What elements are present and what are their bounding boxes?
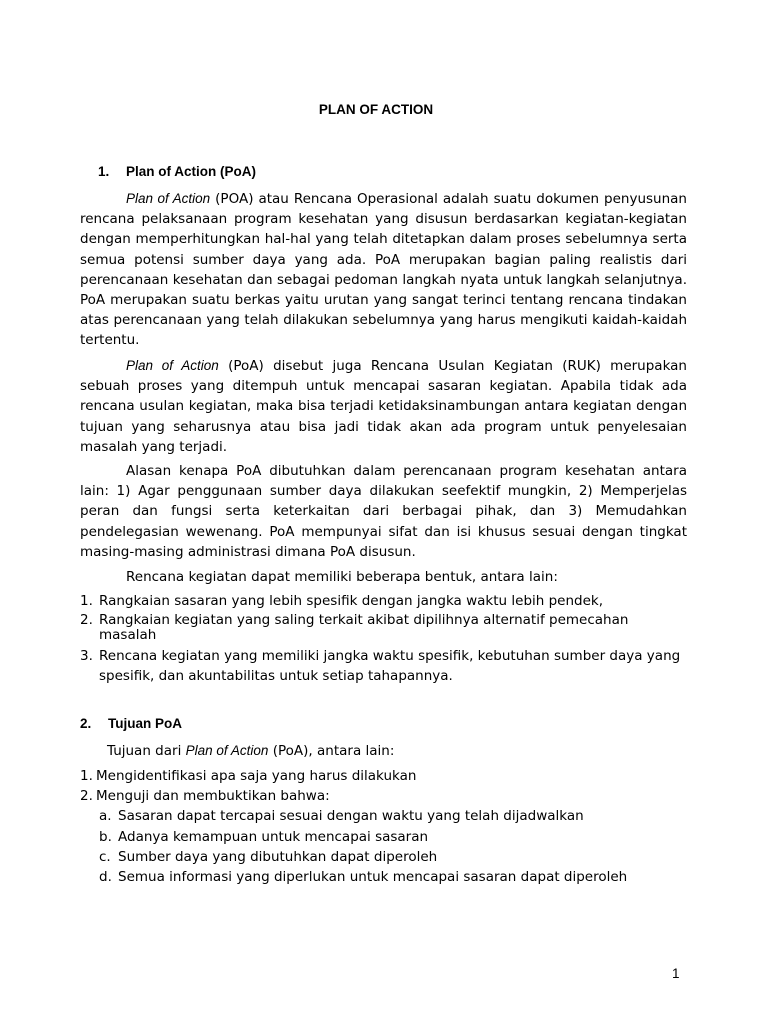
list-text: Rencana kegiatan yang memiliki jangka waktu spesifik, kebutuhan sumber daya yang spesifik, dan akuntabilitas untuk setiap tahapannya. xyxy=(99,648,681,685)
paragraph-text: (POA) atau Rencana Operasional adalah suatu dokumen penyusunan rencana pelaksanaan program kesehatan yang disusun berdasarkan kegiatan-kegiatan dengan memperhitungkan hal-hal yang telah ditetapkan dalam proses sebelumnya serta semua potensi sumber daya yang ada. PoA merupakan bagian paling realistis dari perencanaan kesehatan dan sebagai pedoman langkah nyata untuk langkah selanjutnya. PoA merupakan suatu berkas yaitu urutan yang sangat terinci tentang rencana tindakan atas perencanaan yang telah dilakukan sebelumnya yang harus mengikuti kaidah-kaidah tertentu. xyxy=(80,191,687,349)
sublist-letter: a. xyxy=(99,808,112,825)
sublist-item xyxy=(99,847,690,867)
section-2-list xyxy=(80,766,690,887)
sublist-letter: b. xyxy=(99,828,112,845)
list-text: Rangkaian kegiatan yang saling terkait akibat dipilihnya alternatif pemecahan masalah xyxy=(99,612,629,644)
sublist-letter: d. xyxy=(99,869,112,886)
section-1-title: Plan of Action (PoA) xyxy=(126,164,256,179)
section-2-sublist xyxy=(99,806,690,887)
section-2-title: Tujuan PoA xyxy=(108,716,182,731)
paragraph-text: (PoA) disebut juga Rencana Usulan Kegiatan (RUK) merupakan sebuah proses yang ditempuh untuk mencapai sasaran kegiatan. Apabila tidak ada rencana usulan kegiatan, maka bisa terjadi ketidaksinambungan antara kegiatan dengan tujuan yang seharusnya atau bisa jadi tidak akan ada program untuk penyelesaian masalah yang terjadi. xyxy=(80,358,687,455)
list-item xyxy=(80,766,690,786)
list-number: 1. xyxy=(80,593,93,609)
sublist-text: Sumber daya yang dibutuhkan dapat diperoleh xyxy=(118,848,438,865)
sublist-letter: c. xyxy=(99,848,111,865)
sublist-item xyxy=(99,827,690,847)
sublist-item xyxy=(99,867,690,887)
list-item xyxy=(80,786,690,887)
italic-term: Plan of Action xyxy=(185,743,269,758)
italic-term: Plan of Action xyxy=(126,358,219,373)
section-1-heading xyxy=(98,164,256,179)
sublist-text: Semua informasi yang diperlukan untuk mencapai sasaran dapat diperoleh xyxy=(118,869,628,886)
list-item xyxy=(80,611,690,646)
section-2-heading xyxy=(80,716,182,731)
intro-text: (PoA), antara lain: xyxy=(268,743,395,759)
list-number: 1. xyxy=(80,768,93,784)
section-1-paragraph-2 xyxy=(80,356,687,457)
sublist-text: Adanya kemampuan untuk mencapai sasaran xyxy=(118,828,429,845)
list-text: Mengidentifikasi apa saja yang harus dilakukan xyxy=(96,768,417,784)
italic-term: Plan of Action xyxy=(126,191,211,206)
list-text: Rangkaian sasaran yang lebih spesifik dengan jangka waktu lebih pendek, xyxy=(99,593,604,609)
list-number: 2. xyxy=(80,612,93,629)
sublist-text: Sasaran dapat tercapai sesuai dengan waktu yang telah dijadwalkan xyxy=(118,808,584,825)
section-1-paragraph-1 xyxy=(80,189,687,351)
list-text: Menguji dan membuktikan bahwa: xyxy=(96,788,330,805)
sublist-item xyxy=(99,806,690,826)
section-2-number: 2. xyxy=(80,716,92,731)
section-2-intro xyxy=(107,741,394,761)
list-number: 2. xyxy=(80,788,93,805)
list-item xyxy=(80,646,690,686)
section-1-list xyxy=(80,591,690,687)
section-1-paragraph-4: Rencana kegiatan dapat memiliki beberapa bentuk, antara lain: xyxy=(126,569,558,585)
intro-text: Tujuan dari xyxy=(107,743,186,759)
section-1-paragraph-3: Alasan kenapa PoA dibutuhkan dalam perencanaan program kesehatan antara lain: 1) Agar penggunaan sumber daya dilakukan seefektif mungkin, 2) Memperjelas peran dan fungsi serta keterkaitan dari berbagai pihak, dan 3) Memudahkan pendelegasian wewenang. PoA mempunyai sifat dan isi khusus sesuai dengan tingkat masing-masing administrasi dimana PoA disusun. xyxy=(80,463,687,560)
section-1-number: 1. xyxy=(98,164,110,179)
page-number: 1 xyxy=(672,966,680,981)
page-title: PLAN OF ACTION xyxy=(318,102,434,117)
list-item xyxy=(80,591,690,611)
list-number: 3. xyxy=(80,648,93,665)
